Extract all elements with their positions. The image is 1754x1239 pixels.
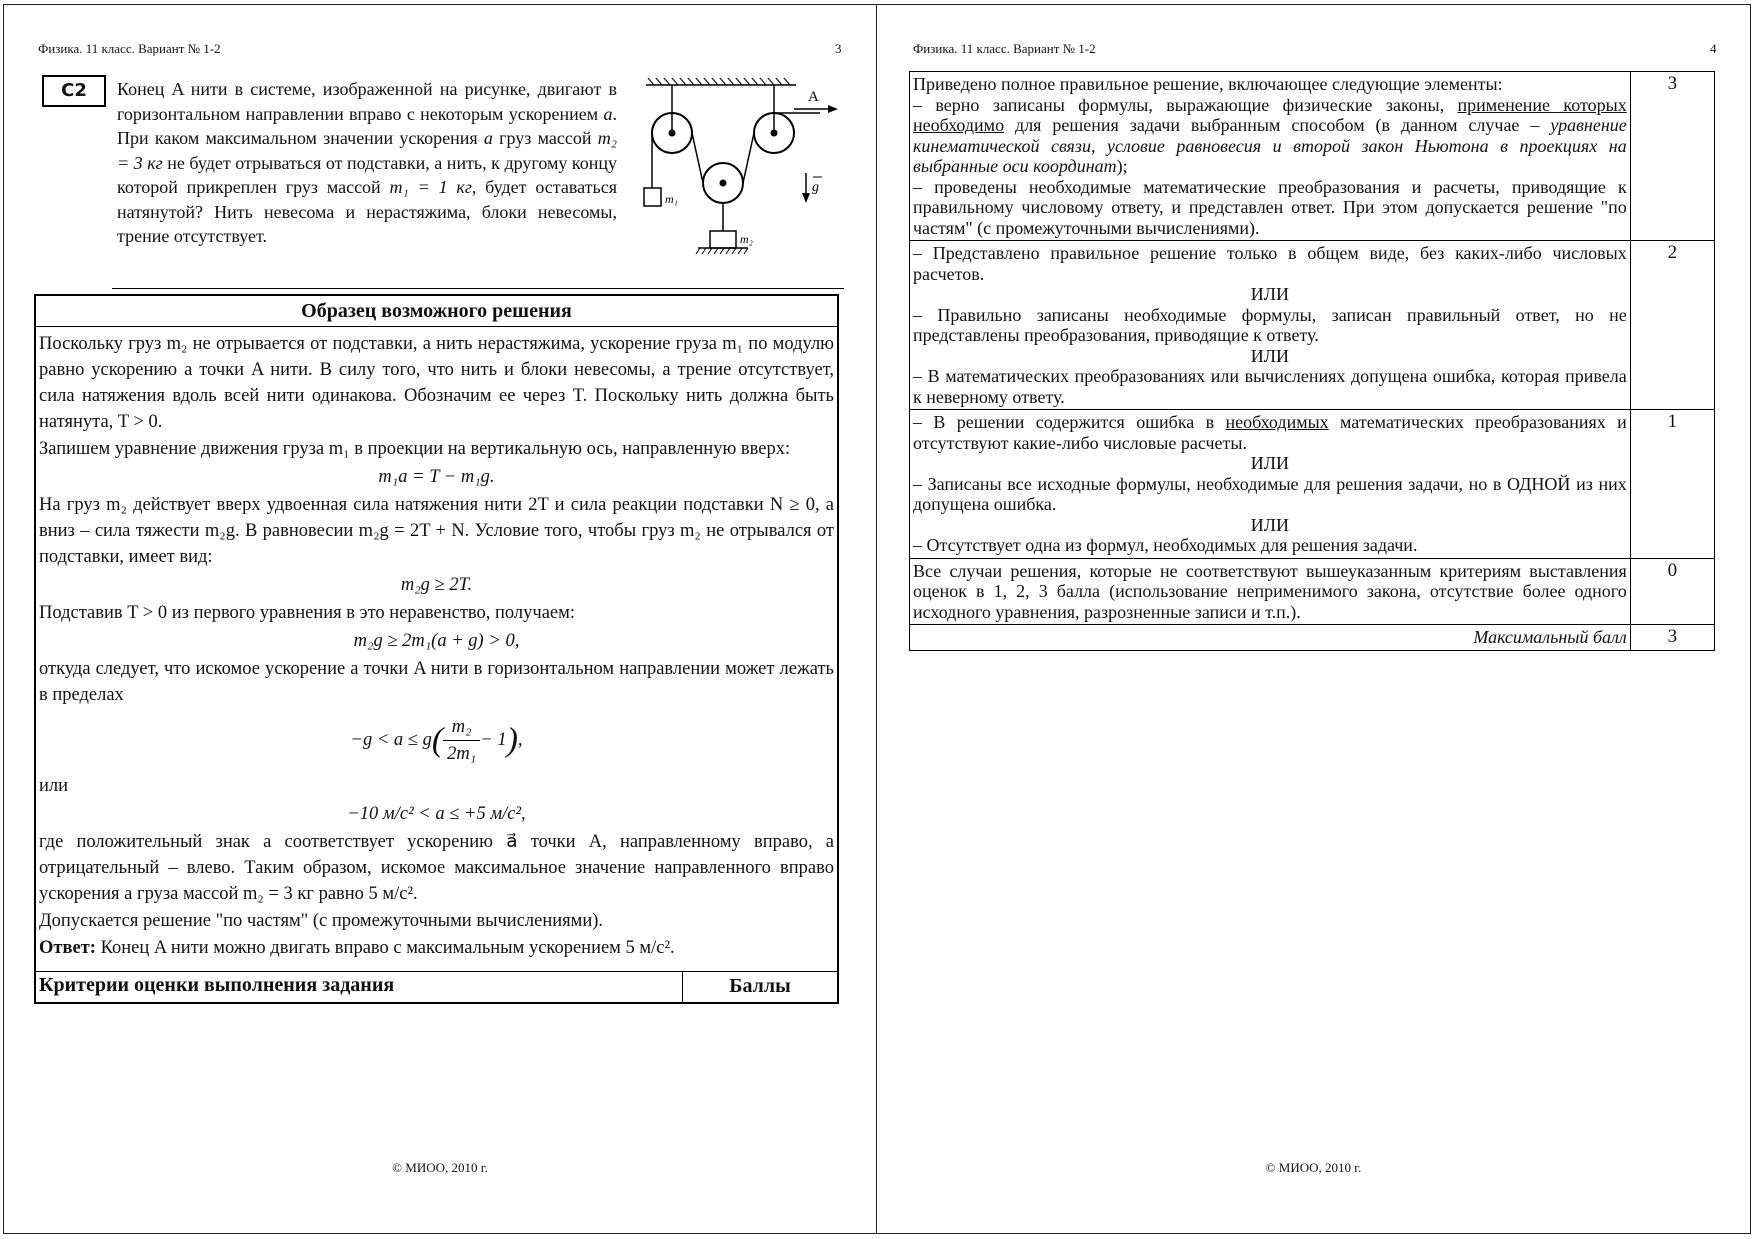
rubric-description: Все случаи решения, которые не соответствуют вышеуказанным критериям выставления оценок в 1, 2, 3 балла (использование неприменимого закона, отсутствие более одного исходного уравнения, разрозненные записи и т.п.). [910,558,1631,625]
rubric-row-0 [910,558,1715,625]
rubric-table [909,71,1715,651]
solution-paragraph: или [39,776,69,796]
page-header: Физика. 11 класс. Вариант № 1-2 [913,41,1096,56]
page-footer: © МИОО, 2010 г. [1265,1160,1362,1175]
rubric-score: 3 [1630,72,1714,241]
right-page [876,4,1751,1234]
pulley-diagram [632,73,852,263]
equation-range: −g < a ≤ g( $\frac{\text{m₂}}{\text{2m₁}}$ − 1), [39,714,834,767]
rubric-score: 1 [1630,410,1714,559]
answer: Ответ: Конец A нити можно двигать вправо с максимальным ускорением 5 м/с². [39,938,675,958]
criteria-header [36,971,837,1002]
equation: m₁a = T − m₁g. [378,467,495,487]
rubric-description: – Представлено правильное решение только в общем виде, без каких-либо числовых расчетов. ИЛИ – Правильно записаны необходимые формулы, записан правильный ответ, но не представлены преобразования, приводящие к ответу. ИЛИ – В математических преобразованиях или вычислениях допущена ошибка, которая привела к неверному ответу. [910,241,1631,410]
label-m1: m₁ [665,192,678,206]
label-g: g [812,180,819,195]
rubric-row-3 [910,72,1715,241]
solution-paragraph: Запишем уравнение движения груза m₁ в проекции на вертикальную ось, направленную вверх: [39,439,791,459]
equation: −10 м/с² < a ≤ +5 м/с², [347,804,526,824]
rubric-row-1 [910,410,1715,559]
solution-body [36,327,837,961]
solution-paragraph: откуда следует, что искомое ускорение a точки A нити в горизонтальном направлении может лежать в пределах [39,659,834,705]
rubric-description: – В решении содержится ошибка в необходимых математических преобразованиях и отсутствуют какие-либо числовые расчеты. ИЛИ – Записаны все исходные формулы, необходимые для решения задачи, но в ОДНОЙ из них допущена ошибка. ИЛИ – Отсутствует одна из формул, необходимых для решения задачи. [910,410,1631,559]
equation: m₂g ≥ 2T. [400,575,473,595]
solution-paragraph: Поскольку груз m₂ не отрывается от подставки, а нить нерастяжима, ускорение груза m₁ по модулю равно ускорению a точки A нити. В силу того, что нить и блоки невесомы, а трение отсутствует, сила натяжения вдоль всей нити одинакова. Обозначим ее через T. Поскольку нить должна быть натянута, T > 0. [39,334,834,432]
solution-title: Образец возможного решения [36,296,837,327]
label-m2: m₂ [740,232,753,246]
solution-paragraph: На груз m₂ действует вверх удвоенная сила натяжения нити 2T и сила реакции подставки N ≥ 0, а вниз – сила тяжести m₂g. В равновесии m₂g = 2T + N. Условие того, чтобы груз m₂ не отрывался от подставки, имеет вид: [39,495,834,567]
rubric-row-max [910,625,1715,651]
label-A: A [808,89,819,105]
rubric-score: 2 [1630,241,1714,410]
max-score-label: Максимальный балл [910,625,1631,651]
solution-box [34,294,839,1004]
page-header: Физика. 11 класс. Вариант № 1-2 [38,41,221,56]
solution-paragraph: Допускается решение "по частям" (с промежуточными вычислениями). [39,911,604,931]
page-number: 3 [835,41,842,56]
rubric-description: Приведено полное правильное решение, включающее следующие элементы: – верно записаны формулы, выражающие физические законы, применение которых необходимо для решения задачи выбранным способом (в данном случае – уравнение кинематической связи, условие равновесия и второй закон Ньютона в проекциях на выбранные оси координат); – проведены необходимые математические преобразования и расчеты, приводящие к правильному числовому ответу, и представлен ответ. При этом допускается решение "по частям" (с промежуточными вычислениями). [910,72,1631,241]
points-header: Баллы [682,972,837,1002]
task-statement: Конец A нити в системе, изображенной на рисунке, двигают в горизонтальном направлении вправо с некоторым ускорением a. При каком максимальном значении ускорения a груз массой m₂ = 3 кг не будет отрываться от подставки, а нить, к другому концу которой прикреплен груз массой m₁ = 1 кг, будет оставаться натянутой? Нить невесома и нерастяжима, блоки невесомы, трение отсутствует. [117,79,618,246]
rubric-row-2 [910,241,1715,410]
solution-paragraph: где положительный знак a соответствует ускорению a⃗ точки A, направленному вправо, а отрицательный – влево. Таким образом, искомое максимальное значение направленного вправо ускорения a груза массой m₂ = 3 кг равно 5 м/с². [39,832,834,904]
page-footer: © МИОО, 2010 г. [392,1160,488,1175]
task-label: C2 [42,75,106,107]
equation: m₂g ≥ 2m₁(a + g) > 0, [353,631,520,651]
criteria-title: Критерии оценки выполнения задания [39,974,395,996]
max-score-value: 3 [1630,625,1714,651]
page-number: 4 [1710,41,1717,56]
divider [112,288,844,289]
solution-paragraph: Подставив T > 0 из первого уравнения в это неравенство, получаем: [39,603,575,623]
left-page [3,4,877,1234]
rubric-score: 0 [1630,558,1714,625]
